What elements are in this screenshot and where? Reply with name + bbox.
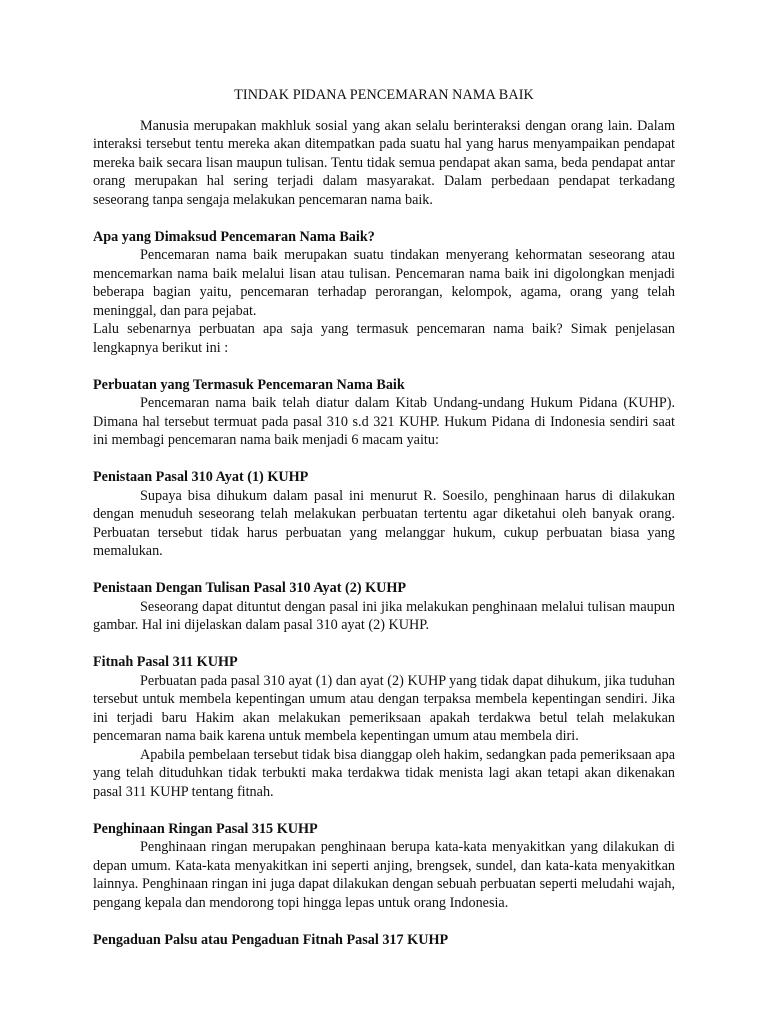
section-paragraph: Supaya bisa dihukum dalam pasal ini menurut R. Soesilo, penghinaan harus di dilakukan dengan menuduh seseorang telah melakukan perbuatan tertentu agar diketahui oleh banyak orang. Perbuatan tersebut tidak harus perbuatan yang melanggar hukum, cukup perbuatan biasa yang memalukan. (93, 487, 675, 559)
section-heading: Fitnah Pasal 311 KUHP (93, 654, 238, 670)
section-paragraph: Apabila pembelaan tersebut tidak bisa dianggap oleh hakim, sedangkan pada pemeriksaan apa yang telah dituduhkan tidak terbukti maka terdakwa tidak menista lagi akan tetapi akan dikenakan pasal 311 KUHP tentang fitnah. (93, 746, 675, 800)
document-page (93, 86, 675, 949)
spacer (93, 912, 675, 931)
spacer (93, 209, 675, 228)
spacer (93, 357, 675, 376)
section-paragraph: Perbuatan pada pasal 310 ayat (1) dan ayat (2) KUHP yang tidak dapat dihukum, jika tuduhan tersebut untuk membela kepentingan umum atau dengan terpaksa membela kepentingan sendiri. Jika ini terjadi baru Hakim akan melakukan pemeriksaan apakah terdakwa betul telah melakukan pencemaran nama baik karena untuk membela kepentingan umum atau membela diri. (93, 672, 675, 744)
section-paragraph: Penghinaan ringan merupakan penghinaan berupa kata-kata menyakitkan yang dilakukan di depan umum. Kata-kata menyakitkan ini seperti anjing, brengsek, sundel, dan kata-kata menyakitkan lainnya. Penghinaan ringan ini juga dapat dilakukan dengan sebuah perbuatan seperti meludahi wajah, pengang kepala dan mendorong topi hingga lepas untuk orang Indonesia. (93, 839, 675, 911)
section-paragraph: Pencemaran nama baik merupakan suatu tindakan menyerang kehormatan seseorang atau mencemarkan nama baik melalui lisan atau tulisan. Pencemaran nama baik ini digolongkan menjadi beberapa bagian yaitu, pencemaran terhadap perorangan, kelompok, agama, orang yang telah meninggal, dan para pejabat. (93, 247, 675, 319)
intro-paragraph: Manusia merupakan makhluk sosial yang akan selalu berinteraksi dengan orang lain. Dalam interaksi tersebut tentu mereka akan ditempatkan pada suatu hal yang harus menyampaikan pendapat mereka baik secara lisan maupun tulisan. Tentu tidak semua pendapat akan sama, beda pendapat antar orang merupakan hal sering terjadi dalam masyarakat. Dalam perbedaan pendapat terkadang seseorang tanpa sengaja melakukan pencemaran nama baik. (93, 117, 675, 208)
section-heading: Penghinaan Ringan Pasal 315 KUHP (93, 820, 318, 837)
section-heading: Penistaan Pasal 310 Ayat (1) KUHP (93, 469, 309, 485)
spacer (93, 561, 675, 580)
section-heading: Pengaduan Palsu atau Pengaduan Fitnah Pasal 317 KUHP (93, 931, 449, 948)
section-paragraph: Pencemaran nama baik telah diatur dalam Kitab Undang-undang Hukum Pidana (KUHP). Dimana hal tersebut termuat pada pasal 310 s.d 321 KUHP. Hukum Pidana di Indonesia sendiri saat ini membagi pencemaran nama baik menjadi 6 macam yaitu: (93, 395, 675, 448)
spacer (93, 635, 675, 654)
document-title: TINDAK PIDANA PENCEMARAN NAMA BAIK (234, 87, 534, 103)
section-heading: Perbuatan yang Termasuk Pencemaran Nama Baik (93, 376, 405, 393)
spacer (93, 801, 675, 820)
section-paragraph: Lalu sebenarnya perbuatan apa saja yang termasuk pencemaran nama baik? Simak penjelasan lengkapnya berikut ini : (93, 321, 675, 356)
section-heading: Apa yang Dimaksud Pencemaran Nama Baik? (93, 228, 375, 245)
section-heading: Penistaan Dengan Tulisan Pasal 310 Ayat (2) KUHP (93, 580, 407, 596)
spacer (93, 450, 675, 469)
section-paragraph: Seseorang dapat dituntut dengan pasal ini jika melakukan penghinaan melalui tulisan maupun gambar. Hal ini dijelaskan dalam pasal 310 ayat (2) KUHP. (93, 598, 675, 633)
